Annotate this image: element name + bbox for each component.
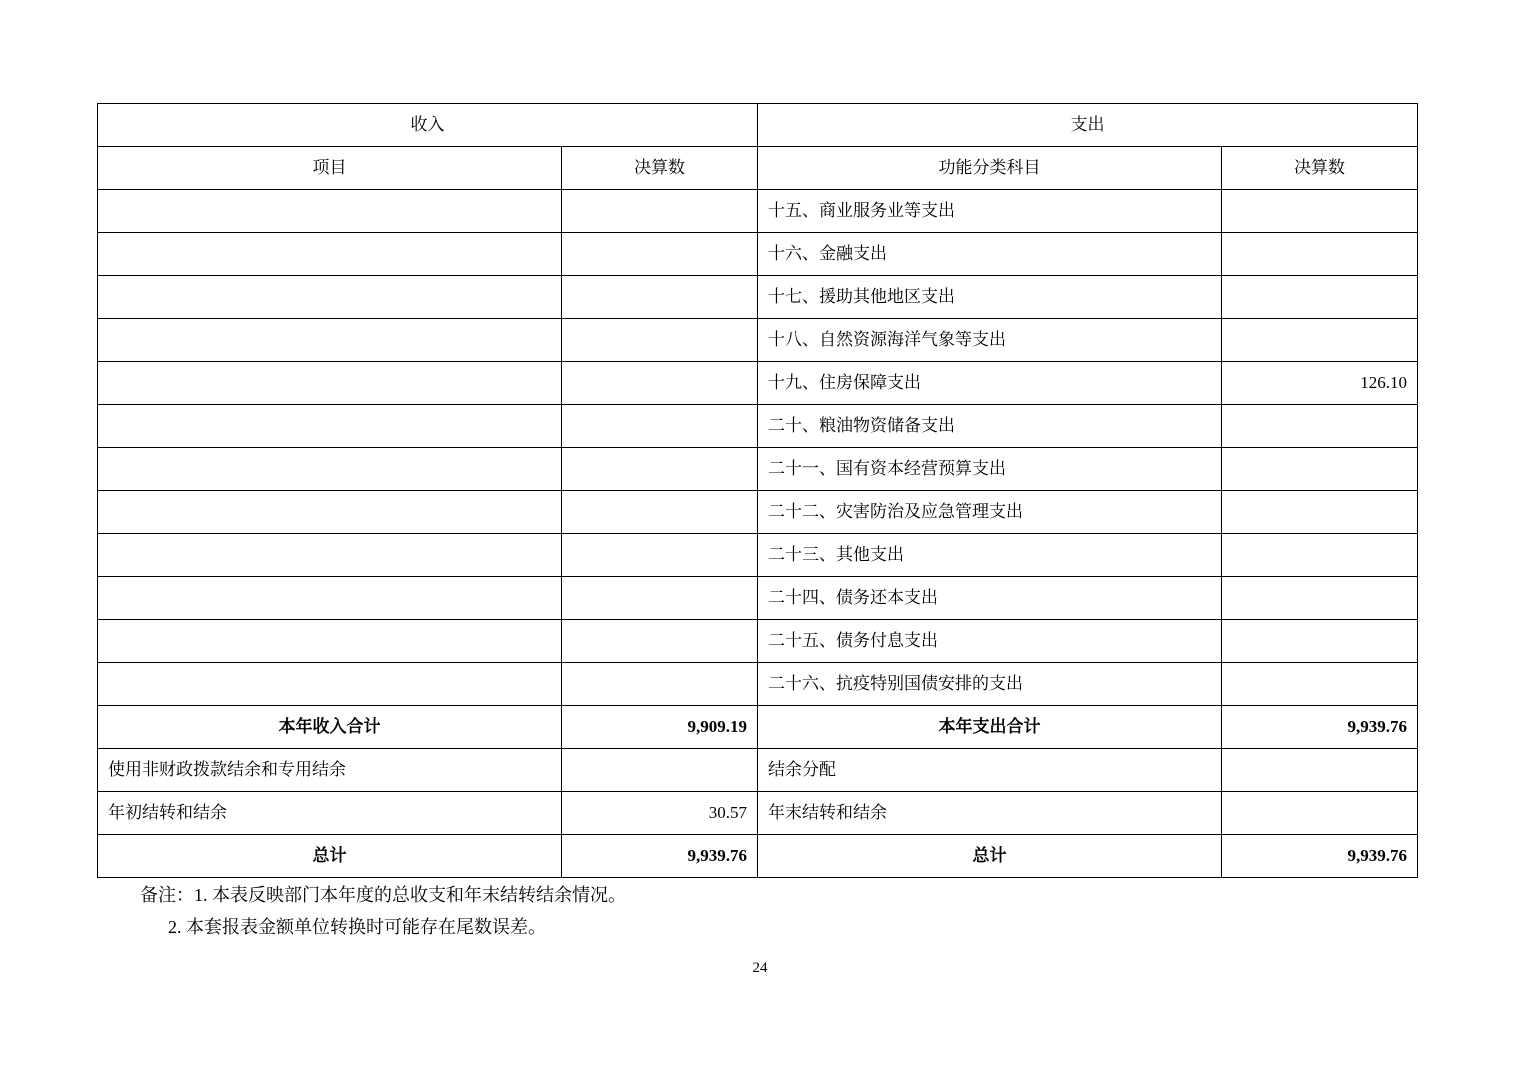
cell-income-amount xyxy=(562,233,758,276)
cell-income-item xyxy=(98,276,562,319)
cell-expenditure-amount xyxy=(1222,190,1418,233)
cell-expenditure-amount xyxy=(1222,233,1418,276)
table-row xyxy=(98,620,1418,663)
cell-expenditure-item: 二十三、其他支出 xyxy=(758,534,1222,577)
table-body xyxy=(98,104,1418,878)
cell-expenditure-item: 二十六、抗疫特别国债安排的支出 xyxy=(758,663,1222,706)
table-row xyxy=(98,276,1418,319)
header-expenditure: 支出 xyxy=(758,104,1418,147)
table-row-grand-total xyxy=(98,835,1418,878)
cell-expenditure-item: 二十、粮油物资储备支出 xyxy=(758,405,1222,448)
cell-expenditure-item: 十八、自然资源海洋气象等支出 xyxy=(758,319,1222,362)
cell-income-amount xyxy=(562,534,758,577)
cell-income-amount: 30.57 xyxy=(562,792,758,835)
cell-expenditure-amount xyxy=(1222,491,1418,534)
cell-expenditure-amount xyxy=(1222,534,1418,577)
cell-expenditure-item: 十九、住房保障支出 xyxy=(758,362,1222,405)
cell-income-item xyxy=(98,190,562,233)
cell-income-amount xyxy=(562,577,758,620)
header-income: 收入 xyxy=(98,104,758,147)
table-row xyxy=(98,577,1418,620)
cell-income-grand-total-label: 总计 xyxy=(98,835,562,878)
subheader-income-item: 项目 xyxy=(98,147,562,190)
cell-expenditure-grand-total-label: 总计 xyxy=(758,835,1222,878)
cell-expenditure-amount: 126.10 xyxy=(1222,362,1418,405)
cell-income-amount xyxy=(562,362,758,405)
cell-expenditure-amount xyxy=(1222,276,1418,319)
cell-income-item xyxy=(98,663,562,706)
cell-income-item xyxy=(98,448,562,491)
table-row-total-year xyxy=(98,706,1418,749)
note-line-2: 2. 本套报表金额单位转换时可能存在尾数误差。 xyxy=(168,916,546,937)
cell-income-item xyxy=(98,362,562,405)
cell-income-amount xyxy=(562,620,758,663)
page-number: 24 xyxy=(752,960,768,976)
table-row xyxy=(98,190,1418,233)
cell-expenditure-total-amount: 9,939.76 xyxy=(1222,706,1418,749)
cell-income-amount xyxy=(562,448,758,491)
table-group-header-row xyxy=(98,104,1418,147)
subheader-expenditure-item: 功能分类科目 xyxy=(758,147,1222,190)
table-row xyxy=(98,362,1418,405)
cell-expenditure-grand-total-amount: 9,939.76 xyxy=(1222,835,1418,878)
cell-expenditure-amount xyxy=(1222,749,1418,792)
subheader-expenditure-amount: 决算数 xyxy=(1222,147,1418,190)
note-line-1: 备注：1. 本表反映部门本年度的总收支和年末结转结余情况。 xyxy=(140,885,626,905)
table-row xyxy=(98,491,1418,534)
cell-expenditure-amount xyxy=(1222,448,1418,491)
cell-income-amount xyxy=(562,190,758,233)
cell-income-item xyxy=(98,577,562,620)
table-row xyxy=(98,534,1418,577)
cell-income-amount xyxy=(562,276,758,319)
cell-income-amount xyxy=(562,491,758,534)
cell-income-item: 使用非财政拨款结余和专用结余 xyxy=(98,749,562,792)
cell-expenditure-item: 结余分配 xyxy=(758,749,1222,792)
cell-income-item xyxy=(98,491,562,534)
cell-income-amount xyxy=(562,319,758,362)
cell-expenditure-total-label: 本年支出合计 xyxy=(758,706,1222,749)
cell-expenditure-item: 十六、金融支出 xyxy=(758,233,1222,276)
subheader-income-amount: 决算数 xyxy=(562,147,758,190)
cell-expenditure-item: 二十二、灾害防治及应急管理支出 xyxy=(758,491,1222,534)
table-row-surplus xyxy=(98,749,1418,792)
cell-income-item xyxy=(98,534,562,577)
cell-income-item xyxy=(98,405,562,448)
cell-income-amount xyxy=(562,663,758,706)
table-row xyxy=(98,663,1418,706)
table-row xyxy=(98,319,1418,362)
cell-expenditure-amount xyxy=(1222,319,1418,362)
cell-income-item xyxy=(98,620,562,663)
cell-expenditure-item: 二十五、债务付息支出 xyxy=(758,620,1222,663)
cell-income-item xyxy=(98,319,562,362)
table-row-carryover xyxy=(98,792,1418,835)
cell-expenditure-amount xyxy=(1222,577,1418,620)
cell-expenditure-item: 二十一、国有资本经营预算支出 xyxy=(758,448,1222,491)
cell-expenditure-item: 年末结转和结余 xyxy=(758,792,1222,835)
cell-income-grand-total-amount: 9,939.76 xyxy=(562,835,758,878)
cell-expenditure-amount xyxy=(1222,405,1418,448)
table-notes xyxy=(140,880,626,943)
cell-income-amount xyxy=(562,749,758,792)
cell-expenditure-item: 二十四、债务还本支出 xyxy=(758,577,1222,620)
cell-income-total-amount: 9,909.19 xyxy=(562,706,758,749)
table-row xyxy=(98,405,1418,448)
cell-expenditure-amount xyxy=(1222,620,1418,663)
table-subheader-row xyxy=(98,147,1418,190)
cell-income-total-label: 本年收入合计 xyxy=(98,706,562,749)
cell-expenditure-item: 十七、援助其他地区支出 xyxy=(758,276,1222,319)
cell-income-amount xyxy=(562,405,758,448)
cell-expenditure-item: 十五、商业服务业等支出 xyxy=(758,190,1222,233)
cell-income-item xyxy=(98,233,562,276)
cell-income-item: 年初结转和结余 xyxy=(98,792,562,835)
cell-expenditure-amount xyxy=(1222,663,1418,706)
cell-expenditure-amount xyxy=(1222,792,1418,835)
table-row xyxy=(98,448,1418,491)
table-row xyxy=(98,233,1418,276)
final-accounts-table xyxy=(97,103,1418,878)
